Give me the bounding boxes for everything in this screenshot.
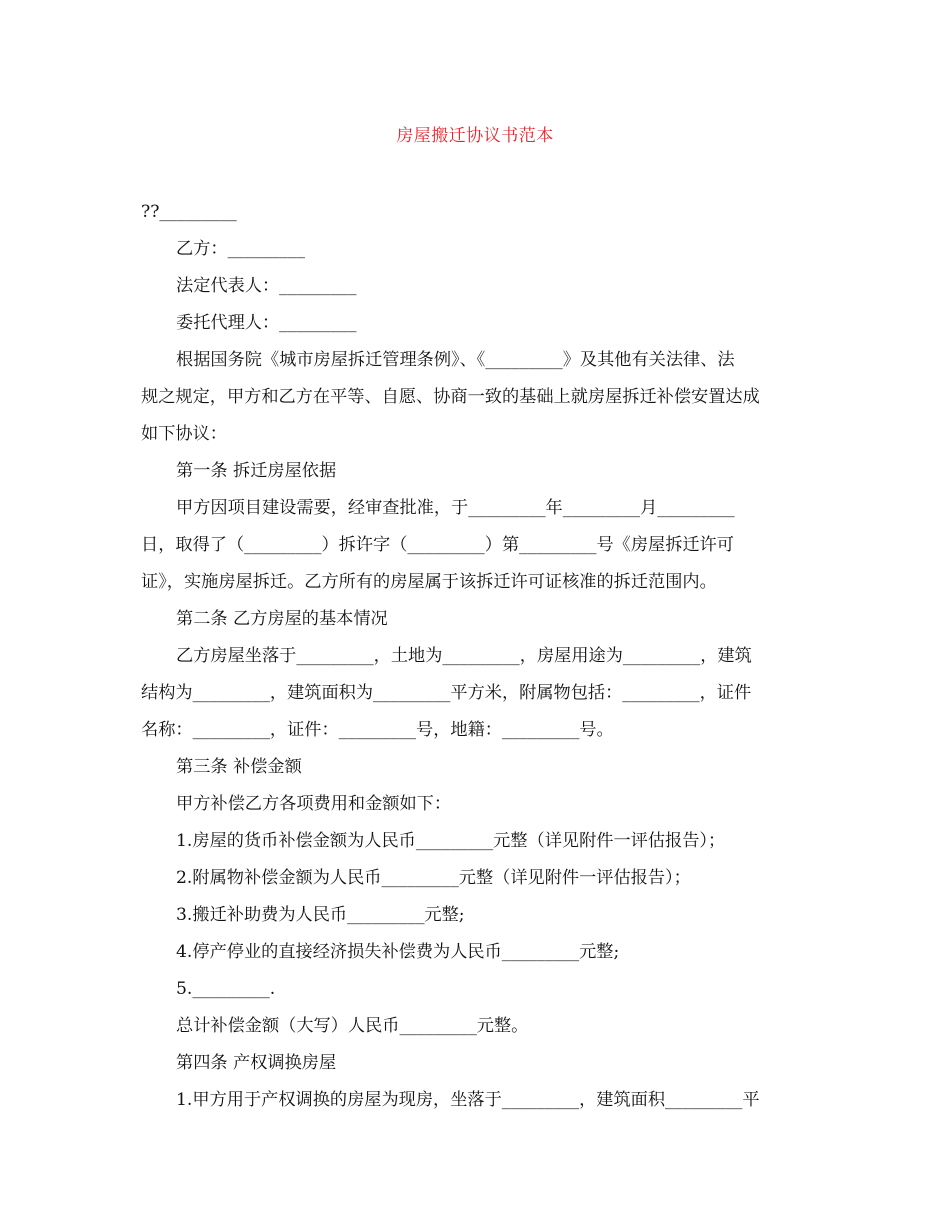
article-1-line-3: 证》，实施房屋拆迁。乙方所有的房屋属于该拆迁许可证核准的拆迁范围内。 [141,572,717,592]
preamble-line-1: 根据国务院《城市房屋拆迁管理条例》、《_________》及其他有关法律、法 [176,350,735,370]
party-b-line: 乙方：_________ [176,239,305,259]
article-1-line-1: 甲方因项目建设需要，经审查批准，于_________年_________月_________ [176,498,735,518]
legal-representative-line: 法定代表人：_________ [176,276,357,296]
article-3-heading: 第三条 补偿金额 [176,757,302,777]
authorized-agent-line: 委托代理人：_________ [176,313,357,333]
article-3-intro: 甲方补偿乙方各项费用和金额如下： [176,794,452,814]
article-3-total: 总计补偿金额（大写）人民币_________元整。 [176,1016,529,1036]
article-2-line-3: 名称：_________，证件：_________号，地籍：_________号。 [141,720,614,740]
article-3-item-5: 5._________. [176,979,276,999]
article-1-heading: 第一条 拆迁房屋依据 [176,461,337,481]
article-4-item-1: 1.甲方用于产权调换的房屋为现房，坐落于_________，建筑面积_________平 [176,1090,760,1110]
preamble-line-2: 规之规定，甲方和乙方在平等、自愿、协商一致的基础上就房屋拆迁补偿安置达成 [141,387,760,407]
article-1-line-2: 日，取得了（_________）拆许字（_________）第_________号《房屋拆迁许可 [141,535,734,555]
article-3-item-2: 2.附属物补偿金额为人民币_________元整（详见附件一评估报告）； [176,868,691,888]
party-a-line: ??_________ [141,202,237,222]
preamble-line-3: 如下协议： [141,424,227,444]
article-4-heading: 第四条 产权调换房屋 [176,1053,337,1073]
article-2-heading: 第二条 乙方房屋的基本情况 [176,609,388,629]
article-2-line-2: 结构为_________，建筑面积为_________平方米，附属物包括：_________，证件 [141,683,752,703]
article-2-line-1: 乙方房屋坐落于_________，土地为_________，房屋用途为_________，建筑 [176,646,752,666]
article-3-item-1: 1.房屋的货币补偿金额为人民币_________元整（详见附件一评估报告）； [176,831,726,851]
document-title: 房屋搬迁协议书范本 [396,126,554,146]
document-body [141,194,813,1119]
article-3-item-3: 3.搬迁补助费为人民币_________元整; [176,905,465,925]
article-3-item-4: 4.停产停业的直接经济损失补偿费为人民币_________元整; [176,942,620,962]
